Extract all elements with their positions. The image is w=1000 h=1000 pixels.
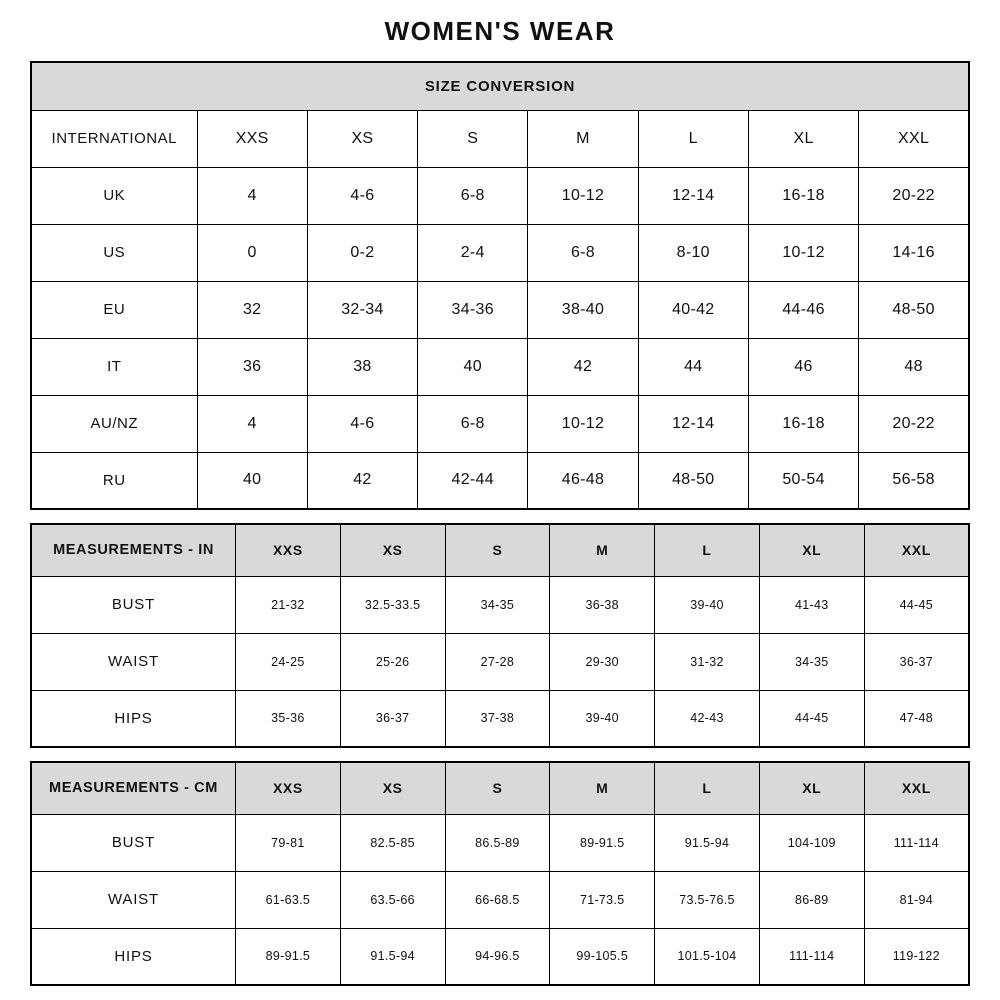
measure-cell: 41-43 bbox=[759, 576, 864, 633]
measure-cell: 79-81 bbox=[235, 814, 340, 871]
size-cell: 38-40 bbox=[528, 281, 638, 338]
row-label: INTERNATIONAL bbox=[31, 110, 197, 167]
size-cell: 6-8 bbox=[418, 395, 528, 452]
size-cell: 0-2 bbox=[307, 224, 417, 281]
size-cell: 12-14 bbox=[638, 395, 748, 452]
size-cell: 16-18 bbox=[748, 395, 858, 452]
measure-cell: 34-35 bbox=[445, 576, 550, 633]
measurements-cm-title: MEASUREMENTS - CM bbox=[31, 762, 235, 814]
measure-cell: 32.5-33.5 bbox=[340, 576, 445, 633]
measure-cell: 91.5-94 bbox=[655, 814, 760, 871]
row-label: HIPS bbox=[31, 690, 235, 747]
size-cell: S bbox=[418, 110, 528, 167]
measure-cell: 36-37 bbox=[864, 633, 969, 690]
size-cell: 40 bbox=[418, 338, 528, 395]
measure-cell: 61-63.5 bbox=[235, 871, 340, 928]
measure-cell: 39-40 bbox=[550, 690, 655, 747]
row-label: RU bbox=[31, 452, 197, 509]
column-header: XS bbox=[340, 762, 445, 814]
row-label: HIPS bbox=[31, 928, 235, 985]
measure-cell: 81-94 bbox=[864, 871, 969, 928]
column-header: L bbox=[655, 762, 760, 814]
table-row-uk bbox=[31, 167, 969, 224]
column-header: S bbox=[445, 524, 550, 576]
measure-cell: 91.5-94 bbox=[340, 928, 445, 985]
measurements-in-title: MEASUREMENTS - IN bbox=[31, 524, 235, 576]
column-header: XXL bbox=[864, 524, 969, 576]
column-header: S bbox=[445, 762, 550, 814]
size-cell: 2-4 bbox=[418, 224, 528, 281]
measure-cell: 94-96.5 bbox=[445, 928, 550, 985]
table-row-hips bbox=[31, 690, 969, 747]
size-cell: 48-50 bbox=[859, 281, 969, 338]
size-cell: 56-58 bbox=[859, 452, 969, 509]
column-header: L bbox=[655, 524, 760, 576]
row-label: BUST bbox=[31, 814, 235, 871]
measure-cell: 27-28 bbox=[445, 633, 550, 690]
measure-cell: 101.5-104 bbox=[655, 928, 760, 985]
size-cell: 6-8 bbox=[418, 167, 528, 224]
row-label: WAIST bbox=[31, 871, 235, 928]
size-cell: 42-44 bbox=[418, 452, 528, 509]
size-cell: 6-8 bbox=[528, 224, 638, 281]
size-cell: 44 bbox=[638, 338, 748, 395]
size-cell: 42 bbox=[528, 338, 638, 395]
measure-cell: 36-38 bbox=[550, 576, 655, 633]
measure-cell: 25-26 bbox=[340, 633, 445, 690]
table-row-aunz bbox=[31, 395, 969, 452]
table-row-us bbox=[31, 224, 969, 281]
measure-cell: 36-37 bbox=[340, 690, 445, 747]
table-row-bust bbox=[31, 814, 969, 871]
measure-cell: 71-73.5 bbox=[550, 871, 655, 928]
row-label: EU bbox=[31, 281, 197, 338]
measure-cell: 34-35 bbox=[759, 633, 864, 690]
size-cell: 10-12 bbox=[528, 395, 638, 452]
size-cell: 46-48 bbox=[528, 452, 638, 509]
size-cell: 8-10 bbox=[638, 224, 748, 281]
size-cell: 36 bbox=[197, 338, 307, 395]
table-row-hips bbox=[31, 928, 969, 985]
size-cell: 0 bbox=[197, 224, 307, 281]
size-cell: 38 bbox=[307, 338, 417, 395]
column-header: XXL bbox=[864, 762, 969, 814]
column-header: XXS bbox=[235, 524, 340, 576]
table-row-it bbox=[31, 338, 969, 395]
table-header-row bbox=[31, 762, 969, 814]
measure-cell: 63.5-66 bbox=[340, 871, 445, 928]
measure-cell: 86.5-89 bbox=[445, 814, 550, 871]
size-conversion-title: SIZE CONVERSION bbox=[31, 62, 969, 110]
size-cell: 20-22 bbox=[859, 395, 969, 452]
size-cell: 40 bbox=[197, 452, 307, 509]
measure-cell: 29-30 bbox=[550, 633, 655, 690]
measure-cell: 21-32 bbox=[235, 576, 340, 633]
measure-cell: 42-43 bbox=[655, 690, 760, 747]
measure-cell: 39-40 bbox=[655, 576, 760, 633]
measure-cell: 82.5-85 bbox=[340, 814, 445, 871]
size-cell: 40-42 bbox=[638, 281, 748, 338]
size-cell: 42 bbox=[307, 452, 417, 509]
size-cell: XS bbox=[307, 110, 417, 167]
row-label: IT bbox=[31, 338, 197, 395]
measure-cell: 73.5-76.5 bbox=[655, 871, 760, 928]
measure-cell: 31-32 bbox=[655, 633, 760, 690]
size-cell: 4 bbox=[197, 395, 307, 452]
size-cell: 46 bbox=[748, 338, 858, 395]
measure-cell: 89-91.5 bbox=[550, 814, 655, 871]
size-cell: XL bbox=[748, 110, 858, 167]
table-header-row bbox=[31, 62, 969, 110]
measure-cell: 44-45 bbox=[864, 576, 969, 633]
size-conversion-table bbox=[30, 61, 970, 510]
size-cell: 44-46 bbox=[748, 281, 858, 338]
size-cell: XXL bbox=[859, 110, 969, 167]
size-cell: 10-12 bbox=[748, 224, 858, 281]
table-row-waist bbox=[31, 871, 969, 928]
row-label: US bbox=[31, 224, 197, 281]
table-row-bust bbox=[31, 576, 969, 633]
size-cell: 20-22 bbox=[859, 167, 969, 224]
column-header: XXS bbox=[235, 762, 340, 814]
size-cell: XXS bbox=[197, 110, 307, 167]
column-header: XL bbox=[759, 524, 864, 576]
size-cell: M bbox=[528, 110, 638, 167]
measure-cell: 44-45 bbox=[759, 690, 864, 747]
size-cell: 4-6 bbox=[307, 167, 417, 224]
size-cell: 14-16 bbox=[859, 224, 969, 281]
table-row-ru bbox=[31, 452, 969, 509]
size-cell: 50-54 bbox=[748, 452, 858, 509]
measurements-in-table bbox=[30, 523, 970, 748]
page-title: WOMEN'S WEAR bbox=[384, 16, 616, 46]
measurements-cm-table bbox=[30, 761, 970, 986]
measure-cell: 89-91.5 bbox=[235, 928, 340, 985]
row-label: BUST bbox=[31, 576, 235, 633]
measure-cell: 119-122 bbox=[864, 928, 969, 985]
size-cell: L bbox=[638, 110, 748, 167]
size-cell: 32-34 bbox=[307, 281, 417, 338]
measure-cell: 104-109 bbox=[759, 814, 864, 871]
size-cell: 48-50 bbox=[638, 452, 748, 509]
size-cell: 32 bbox=[197, 281, 307, 338]
table-row-eu bbox=[31, 281, 969, 338]
size-cell: 12-14 bbox=[638, 167, 748, 224]
measure-cell: 47-48 bbox=[864, 690, 969, 747]
measure-cell: 111-114 bbox=[864, 814, 969, 871]
row-label: WAIST bbox=[31, 633, 235, 690]
measure-cell: 35-36 bbox=[235, 690, 340, 747]
row-label: AU/NZ bbox=[31, 395, 197, 452]
row-label: UK bbox=[31, 167, 197, 224]
size-cell: 16-18 bbox=[748, 167, 858, 224]
table-row-international bbox=[31, 110, 969, 167]
measure-cell: 66-68.5 bbox=[445, 871, 550, 928]
column-header: M bbox=[550, 524, 655, 576]
column-header: XL bbox=[759, 762, 864, 814]
measure-cell: 86-89 bbox=[759, 871, 864, 928]
size-cell: 4-6 bbox=[307, 395, 417, 452]
size-cell: 10-12 bbox=[528, 167, 638, 224]
size-cell: 48 bbox=[859, 338, 969, 395]
size-cell: 4 bbox=[197, 167, 307, 224]
table-row-waist bbox=[31, 633, 969, 690]
table-header-row bbox=[31, 524, 969, 576]
measure-cell: 99-105.5 bbox=[550, 928, 655, 985]
measure-cell: 37-38 bbox=[445, 690, 550, 747]
size-cell: 34-36 bbox=[418, 281, 528, 338]
measure-cell: 24-25 bbox=[235, 633, 340, 690]
column-header: XS bbox=[340, 524, 445, 576]
column-header: M bbox=[550, 762, 655, 814]
measure-cell: 111-114 bbox=[759, 928, 864, 985]
